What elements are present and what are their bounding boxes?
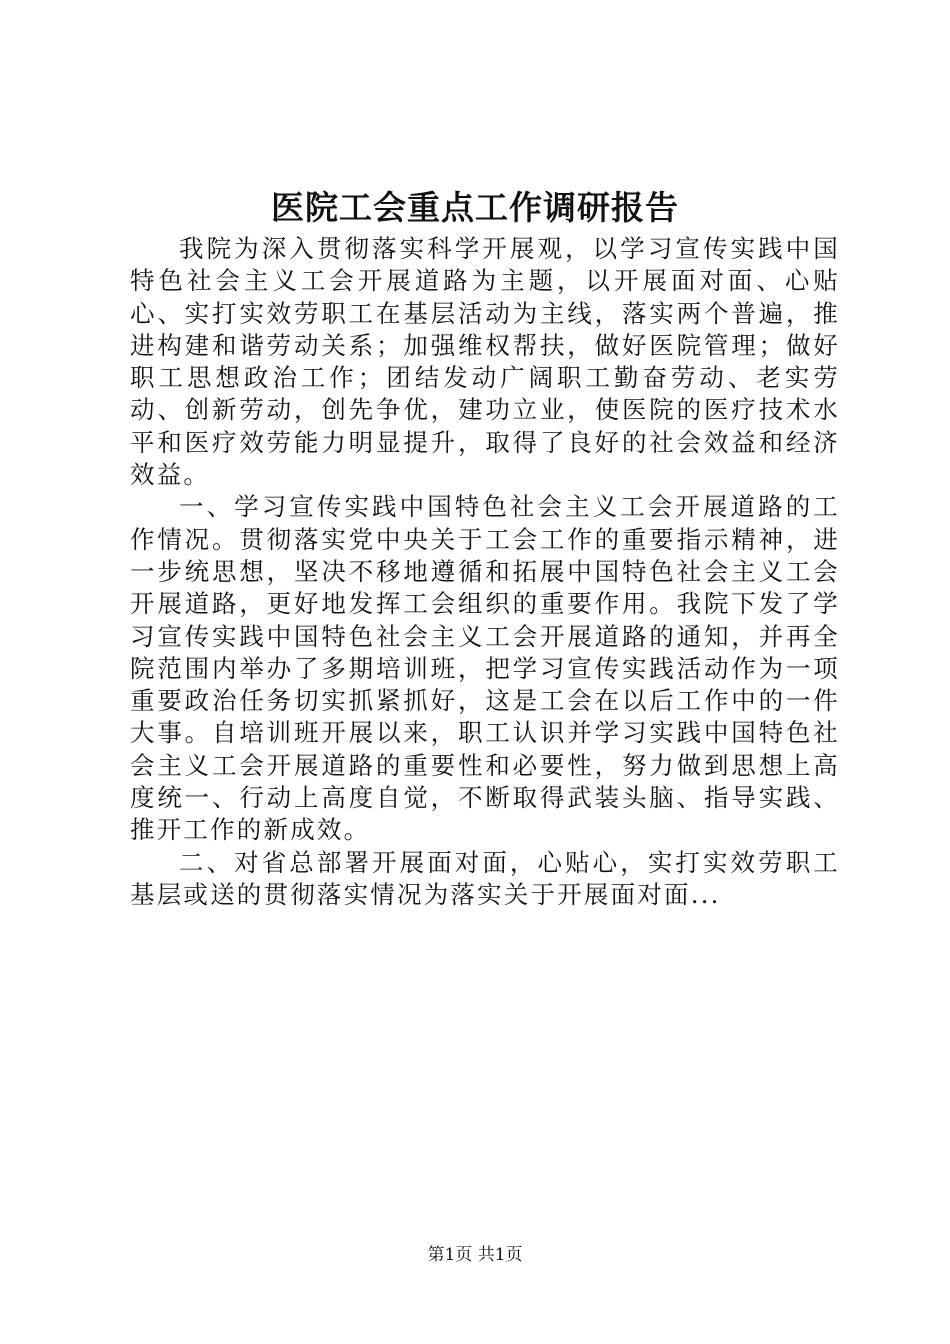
paragraph-intro: 我院为深入贯彻落实科学开展观，以学习宣传实践中国特色社会主义工会开展道路为主题，以开展面对面、心贴心、实打实效劳职工在基层活动为主线，落实两个普遍，推进构建和谐劳动关系；加强维权帮扶，做好医院管理；做好职工思想政治工作；团结发动广阔职工勤奋劳动、老实劳动、创新劳动，创先争优，建功立业，使医院的医疗技术水平和医疗效劳能力明显提升，取得了良好的社会效益和经济效益。 (130, 234, 840, 490)
paragraph-section-2: 二、对省总部署开展面对面，心贴心，实打实效劳职工基层或送的贯彻落实情况为落实关于开展面对面... (130, 847, 840, 909)
page-footer: 第1页 共1页 (427, 1245, 523, 1265)
document-body (130, 233, 840, 911)
document-title: 医院工会重点工作调研报告 (271, 188, 679, 227)
paragraph-section-1: 一、学习宣传实践中国特色社会主义工会开展道路的工作情况。贯彻落实党中央关于工会工作的重要指示精神，进一步统思想，坚决不移地遵循和拓展中国特色社会主义工会开展道路，更好地发挥工会组织的重要作用。我院下发了学习宣传实践中国特色社会主义工会开展道路的通知，并再全院范围内举办了多期培训班，把学习宣传实践活动作为一项重要政治任务切实抓紧抓好，这是工会在以后工作中的一件大事。自培训班开展以来，职工认识并学习实践中国特色社会主义工会开展道路的重要性和必要性，努力做到思想上高度统一、行动上高度自觉，不断取得武装头脑、指导实践、推开工作的新成效。 (130, 492, 840, 845)
